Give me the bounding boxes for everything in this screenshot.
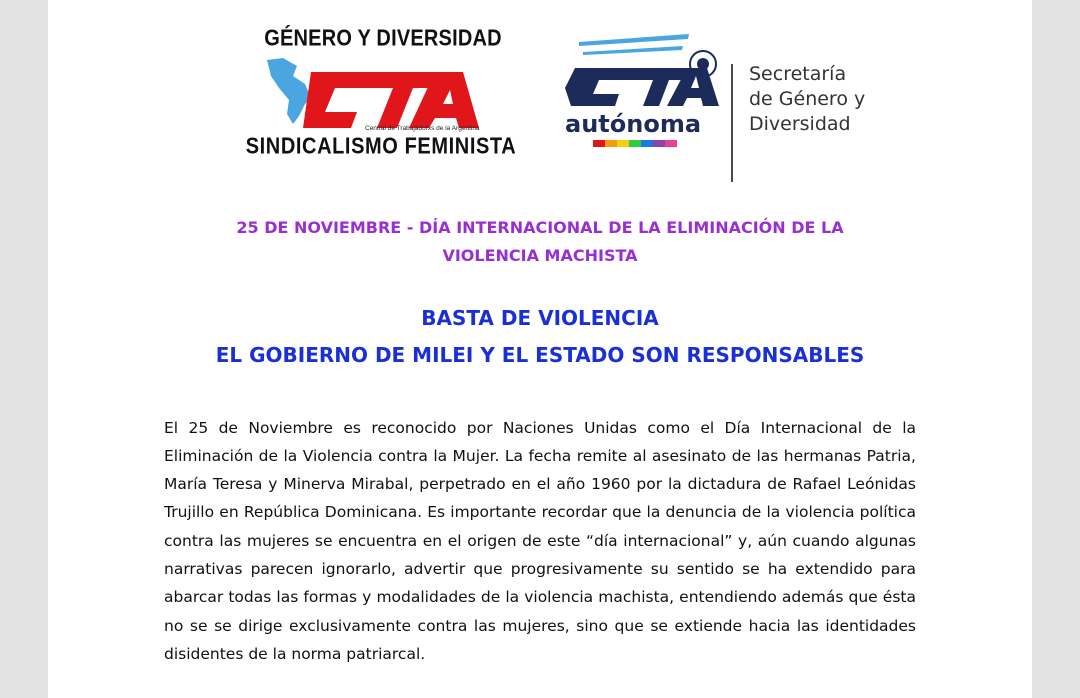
logo-brand-sub: autónoma [565, 110, 702, 138]
document-title [128, 300, 952, 374]
title-line: EL GOBIERNO DE MILEI Y EL ESTADO SON RESPONSABLES [215, 343, 865, 367]
cta-autonoma-logo [553, 32, 893, 162]
secretaria-name [749, 62, 909, 137]
secretaria-line: de Género y [749, 88, 866, 110]
logo-divider [731, 64, 733, 182]
secretaria-line: Diversidad [749, 113, 851, 135]
cta-genero-diversidad-logo [245, 22, 543, 162]
subtitle-line: 25 DE NOVIEMBRE - DÍA INTERNACIONAL DE LA ELIMINACIÓN DE LA [236, 218, 844, 237]
title-line: BASTA DE VIOLENCIA [421, 306, 659, 330]
secretaria-line: Secretaría [749, 63, 847, 85]
logo-top-text: GÉNERO Y DIVERSIDAD [264, 26, 502, 52]
subtitle-line: VIOLENCIA MACHISTA [442, 246, 638, 265]
logo-tagline: Central de Trabajadorxs de la Argentina [365, 125, 480, 132]
cta-red-logo-icon [253, 54, 513, 132]
body-paragraph: El 25 de Noviembre es reconocido por Naciones Unidas como el Día Internacional de la Eliminación de la Violencia contra la Mujer. La fecha remite al asesinato de las hermanas Patria, María Teresa y Minerva Mirabal, perpetrado en el año 1960 por la dictadura de Rafael Leónidas Trujillo en República Dominicana. Es importante recordar que la denuncia de la violencia política contra las mujeres se encuentra en el origen de este “día internacional” y, aún cuando algunas narrativas parecen ignorarlo, advertir que progresivamente su sentido se ha extendido para abarcar todas las formas y modalidades de la violencia machista, entendiendo además que ésta no se se dirige exclusivamente contra las mujeres, sino que se extiende hacia las identidades disidentes de la norma patriarcal. [164, 418, 916, 663]
document-subtitle [178, 214, 902, 270]
document-page [48, 0, 1032, 698]
cta-autonoma-emblem-icon [553, 32, 723, 157]
logo-bottom-text: SINDICALISMO FEMINISTA [245, 134, 517, 160]
